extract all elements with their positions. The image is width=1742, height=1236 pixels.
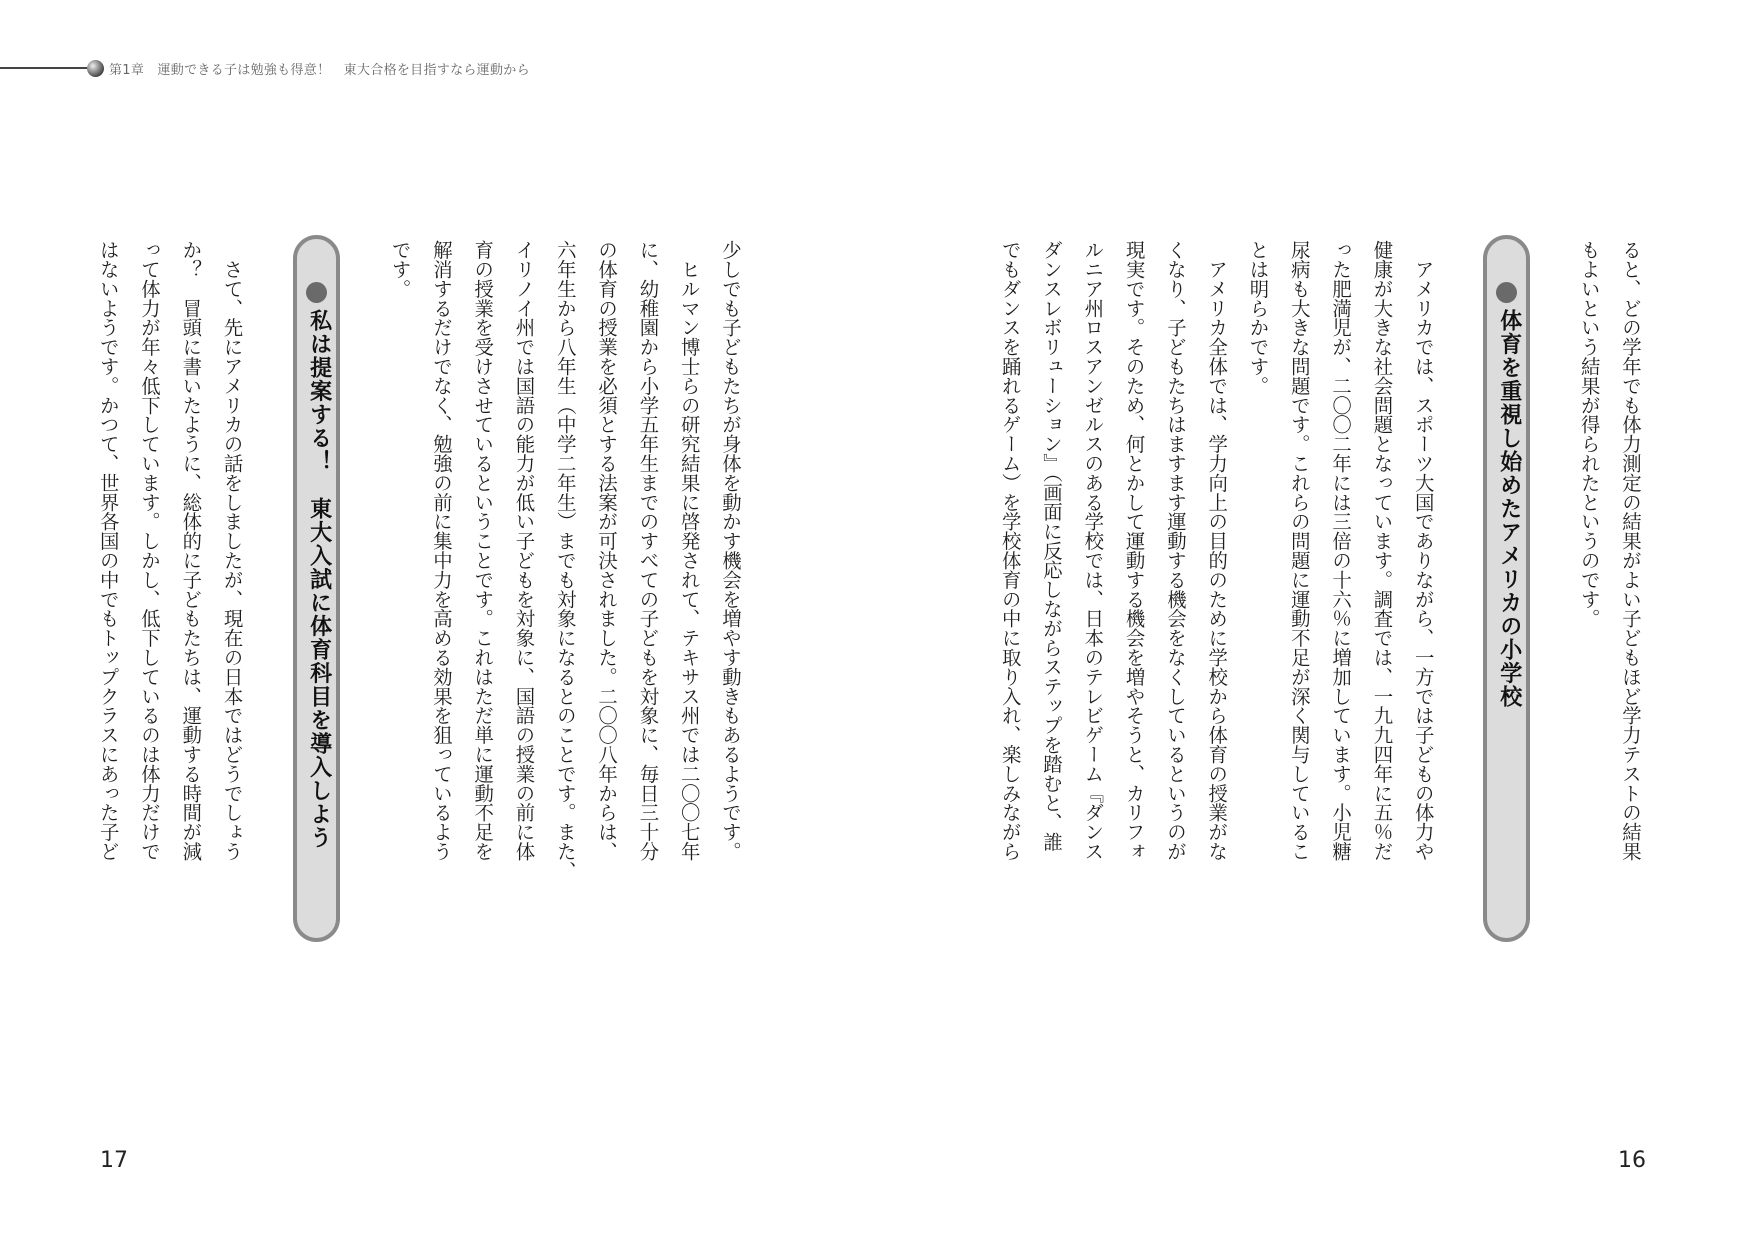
- section-heading-text: 体育を重視し始めたアメリカの小学校: [1496, 309, 1522, 709]
- text-column: の体育の授業を必須とする法案が可決されました。二〇〇八年からは、: [595, 240, 619, 861]
- text-column: でもダンスを踊れるゲーム）を学校体育の中に取り入れ、楽しみながら: [998, 240, 1022, 861]
- text-column: 解消するだけでなく、勉強の前に集中力を高める効果を狙っているよう: [429, 240, 453, 861]
- section-heading: [1483, 235, 1530, 942]
- header-rule: [0, 67, 92, 69]
- text-column: さて、先にアメリカの話をしましたが、現在の日本ではどうでしょう: [220, 240, 244, 861]
- text-column: くなり、子どもたちはますます運動する機会をなくしているというのが: [1163, 240, 1187, 861]
- text-column: です。: [388, 240, 412, 299]
- text-column: 六年生から八年生（中学二年生）までも対象になるとのことです。また、: [553, 240, 577, 881]
- text-column: った肥満児が、二〇〇二年には三倍の十六％に増加しています。小児糖: [1329, 240, 1353, 861]
- section-heading-text: 私は提案する！ 東大入試に体育科目を導入しよう: [306, 309, 332, 850]
- text-column: 尿病も大きな問題です。これらの問題に運動不足が深く関与しているこ: [1287, 240, 1311, 861]
- heading-bullet-icon: [1496, 282, 1517, 303]
- text-column: とは明らかです。: [1246, 240, 1270, 396]
- bullet-ball-icon: [87, 60, 104, 77]
- text-column: 健康が大きな社会問題となっています。調査では、一九九四年に五％だ: [1370, 240, 1394, 861]
- text-column: イリノイ州では国語の能力が低い子どもを対象に、国語の授業の前に体: [512, 240, 536, 861]
- text-column: 育の授業を受けさせているということです。これはただ単に運動不足を: [471, 240, 495, 861]
- text-column: アメリカでは、スポーツ大国でありながら、一方では子どもの体力や: [1411, 240, 1435, 861]
- section-heading: [293, 235, 340, 942]
- page-number-right: 16: [1618, 1148, 1646, 1173]
- chapter-title: 第1章 運動できる子は勉強も得意！ 東大合格を目指すなら運動から: [109, 63, 530, 78]
- text-column: に、幼稚園から小学五年生までのすべての子どもを対象に、毎日三十分: [636, 240, 660, 861]
- text-column: ヒルマン博士らの研究結果に啓発されて、テキサス州では二〇〇七年: [677, 240, 701, 861]
- text-column: もよいという結果が得られたというのです。: [1577, 240, 1601, 628]
- running-head: [0, 58, 600, 78]
- page-number-left: 17: [100, 1148, 128, 1173]
- text-column: ると、どの学年でも体力測定の結果がよい子どもほど学力テストの結果: [1619, 240, 1642, 861]
- text-column: アメリカ全体では、学力向上の目的のために学校から体育の授業がな: [1205, 240, 1229, 861]
- text-column: ルニア州ロスアンゼルスのある学校では、日本のテレビゲーム『ダンス: [1081, 240, 1105, 861]
- text-column: って体力が年々低下しています。しかし、低下しているのは体力だけで: [138, 240, 161, 861]
- text-column: はないようです。かつて、世界各国の中でもトップクラスにあった子ど: [96, 240, 120, 861]
- text-column: 現実です。そのため、何とかして運動する機会を増やそうと、カリフォ: [1122, 240, 1146, 861]
- text-column: ダンスレボリューション』（画面に反応しながらステップを踏むと、誰: [1040, 240, 1063, 852]
- text-column: か？ 冒頭に書いたように、総体的に子どもたちは、運動する時間が減: [179, 240, 203, 861]
- text-column: 少しでも子どもたちが身体を動かす機会を増やす動きもあるようです。: [719, 240, 742, 861]
- heading-bullet-icon: [306, 282, 327, 303]
